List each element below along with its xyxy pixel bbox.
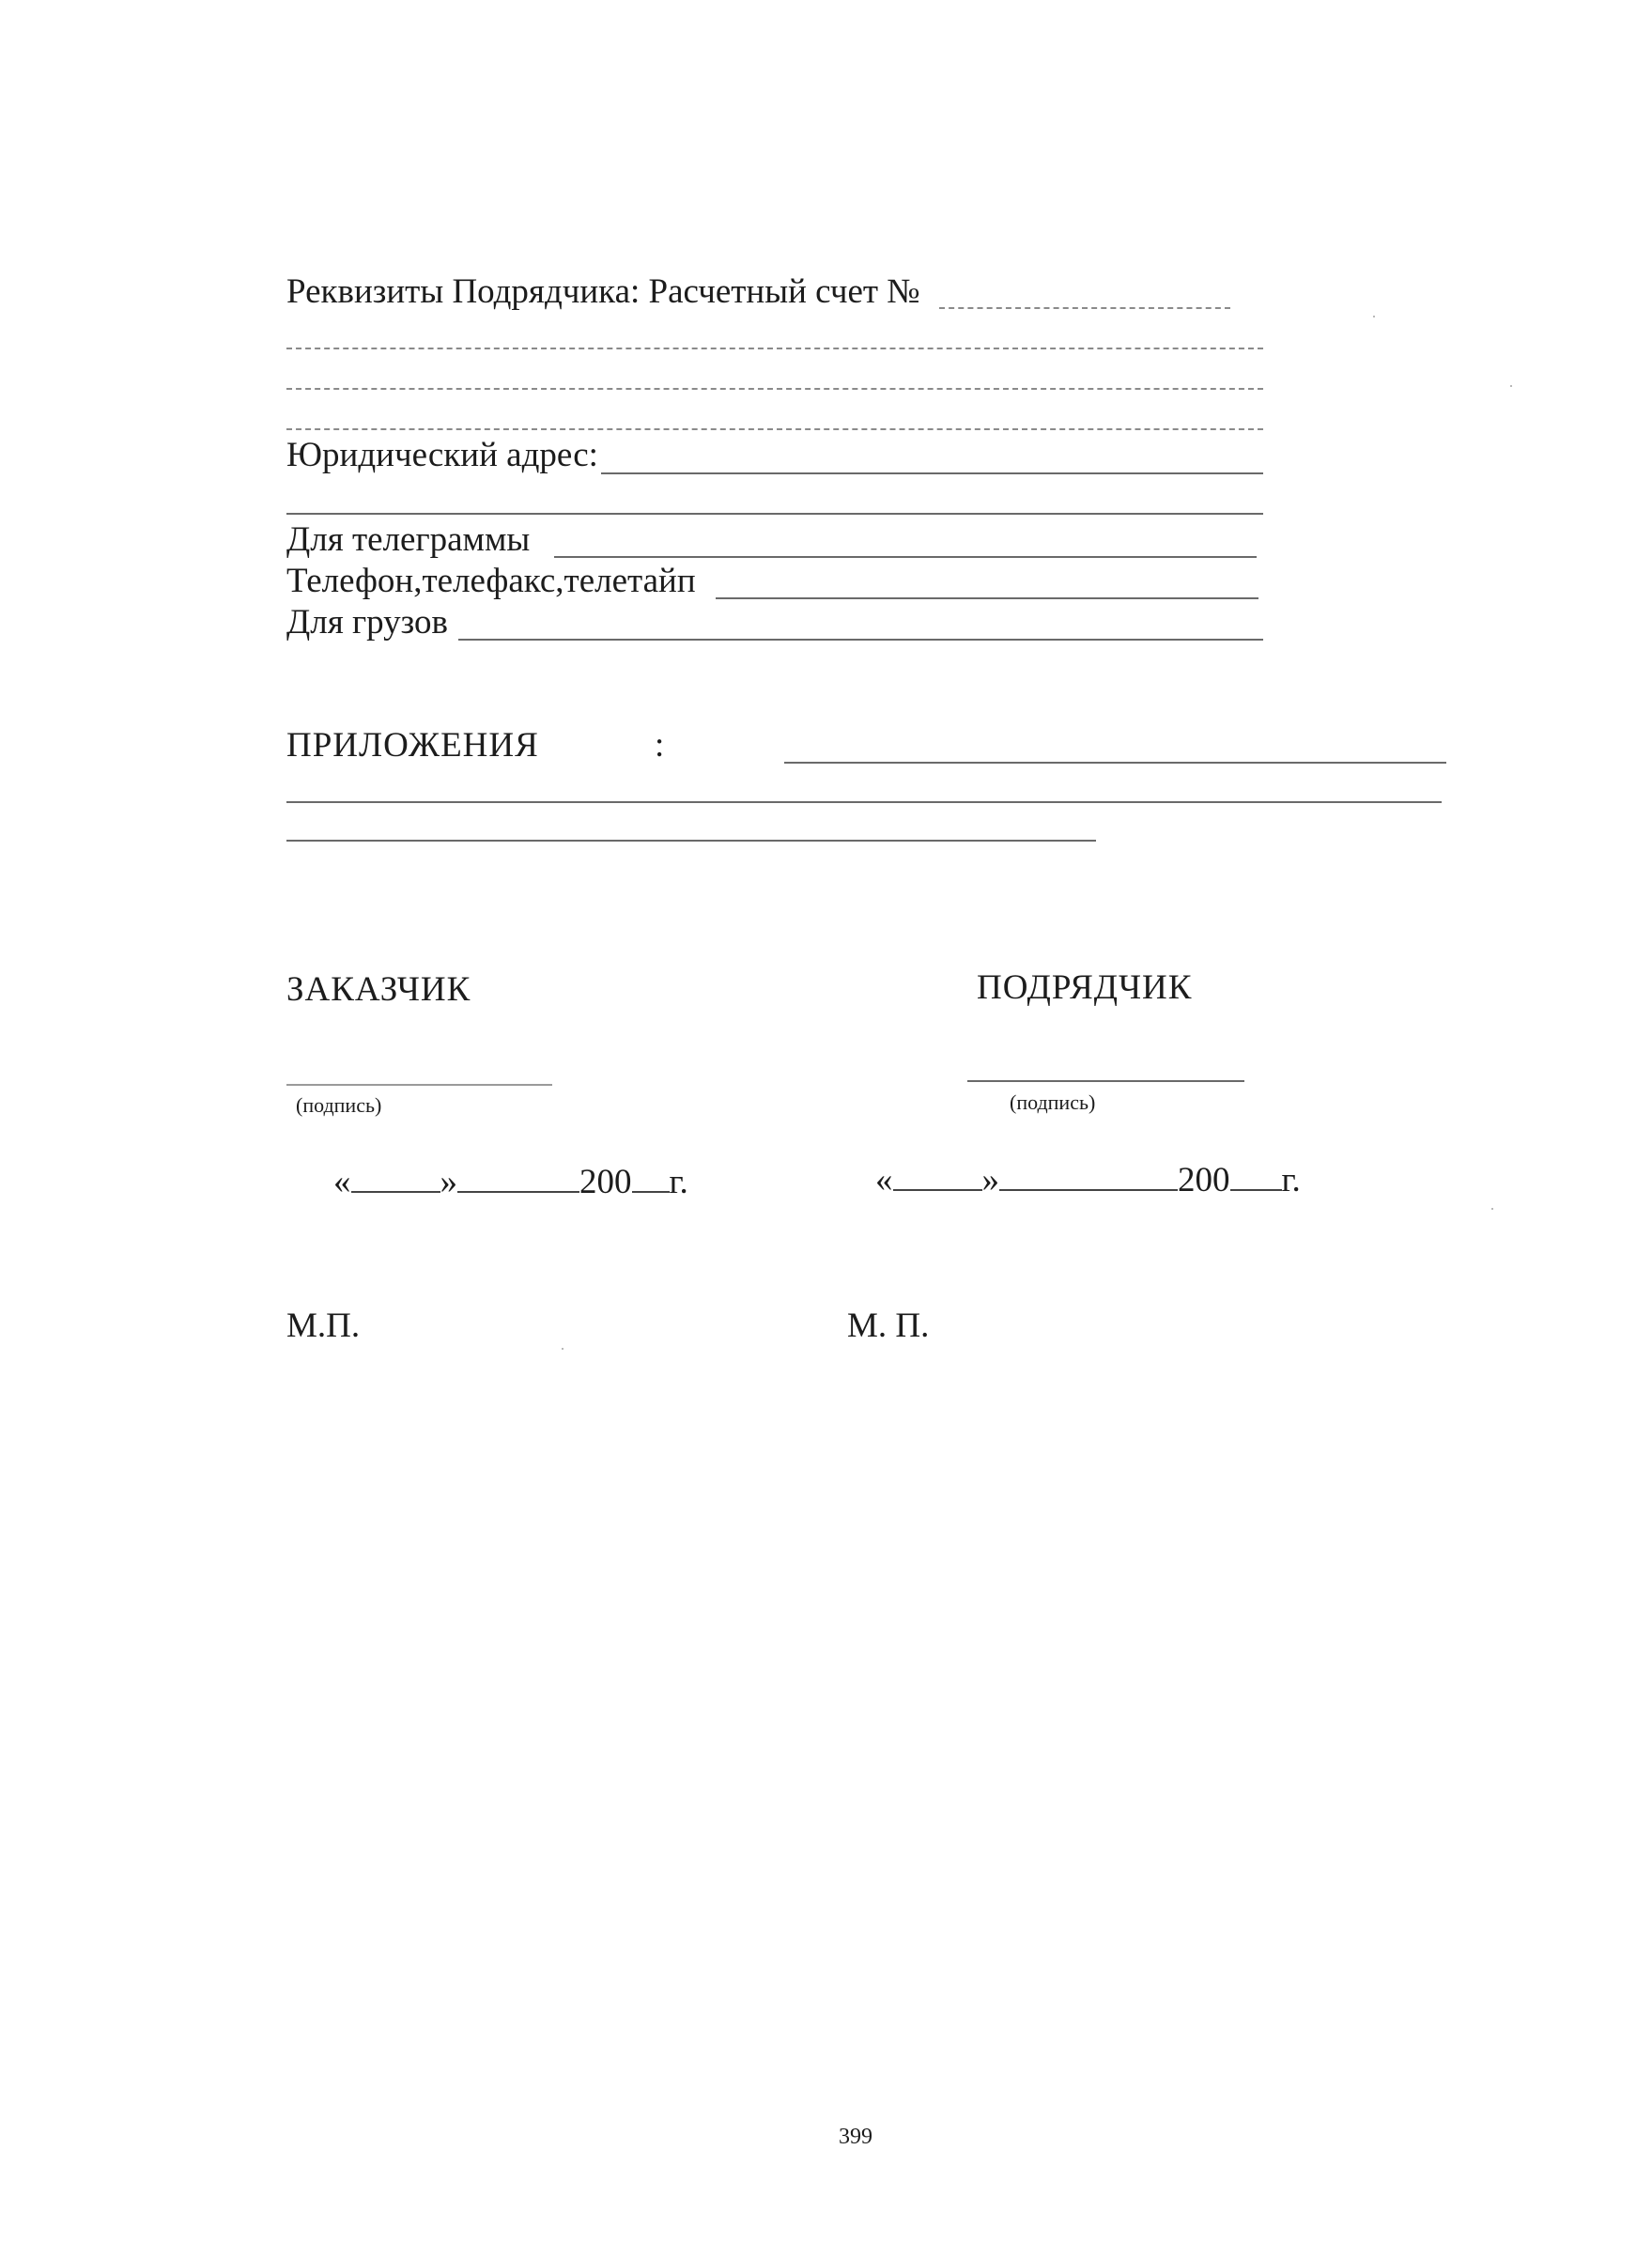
- account-number-label: Реквизиты Подрядчика: Расчетный счет №: [286, 272, 920, 311]
- phone-fax-teletype-blank[interactable]: [716, 597, 1258, 599]
- telegram-label: Для телеграммы: [286, 520, 531, 559]
- customer-date-suffix: г.: [669, 1163, 688, 1201]
- customer-date: [333, 1165, 688, 1199]
- customer-date-open-quote: «: [333, 1163, 351, 1201]
- contractor-date-month-blank[interactable]: [999, 1188, 1178, 1191]
- legal-address-label: Юридический адрес:: [286, 436, 598, 474]
- account-details-line-1[interactable]: [286, 348, 1263, 349]
- customer-signature-line[interactable]: [286, 1084, 552, 1086]
- contractor-stamp: М. П.: [847, 1307, 930, 1345]
- contractor-date-day-blank[interactable]: [893, 1188, 982, 1191]
- scan-speck: [1510, 385, 1512, 387]
- customer-title: ЗАКАЗЧИК: [286, 970, 471, 1009]
- scan-speck: [1491, 1208, 1493, 1210]
- cargo-label: Для грузов: [286, 603, 449, 642]
- telegram-blank[interactable]: [554, 556, 1257, 558]
- appendices-colon: :: [655, 726, 666, 765]
- contractor-signature-line[interactable]: [967, 1080, 1244, 1082]
- customer-date-year: 200: [579, 1163, 632, 1201]
- legal-address-blank[interactable]: [601, 472, 1263, 474]
- account-number-blank[interactable]: [939, 307, 1230, 309]
- cargo-blank[interactable]: [458, 639, 1263, 641]
- contractor-date-open-quote: «: [875, 1161, 893, 1199]
- contractor-title: ПОДРЯДЧИК: [977, 968, 1193, 1007]
- appendices-title: ПРИЛОЖЕНИЯ: [286, 726, 539, 765]
- customer-date-month-blank[interactable]: [457, 1190, 579, 1193]
- contractor-signature-caption: (подпись): [1010, 1090, 1096, 1114]
- contractor-date-year: 200: [1178, 1161, 1230, 1199]
- appendices-line-3[interactable]: [286, 840, 1096, 842]
- page-number: 399: [839, 2125, 872, 2149]
- customer-date-close-quote: »: [440, 1163, 457, 1201]
- customer-stamp: М.П.: [286, 1307, 361, 1345]
- phone-fax-teletype-label: Телефон,телефакс,телетайп: [286, 562, 696, 600]
- customer-signature-caption: (подпись): [296, 1093, 382, 1117]
- contractor-date-year-blank[interactable]: [1230, 1188, 1282, 1191]
- scan-speck: [562, 1348, 564, 1350]
- contractor-date: [875, 1163, 1301, 1198]
- legal-address-line-2[interactable]: [286, 513, 1263, 515]
- contractor-date-close-quote: »: [981, 1161, 999, 1199]
- account-details-line-2[interactable]: [286, 388, 1263, 390]
- appendices-line-1[interactable]: [784, 762, 1446, 764]
- customer-date-day-blank[interactable]: [351, 1190, 440, 1193]
- contractor-date-suffix: г.: [1281, 1161, 1301, 1199]
- account-details-line-3[interactable]: [286, 428, 1263, 430]
- scan-speck: [1373, 316, 1375, 317]
- customer-date-year-blank[interactable]: [632, 1190, 670, 1193]
- appendices-line-2[interactable]: [286, 801, 1442, 803]
